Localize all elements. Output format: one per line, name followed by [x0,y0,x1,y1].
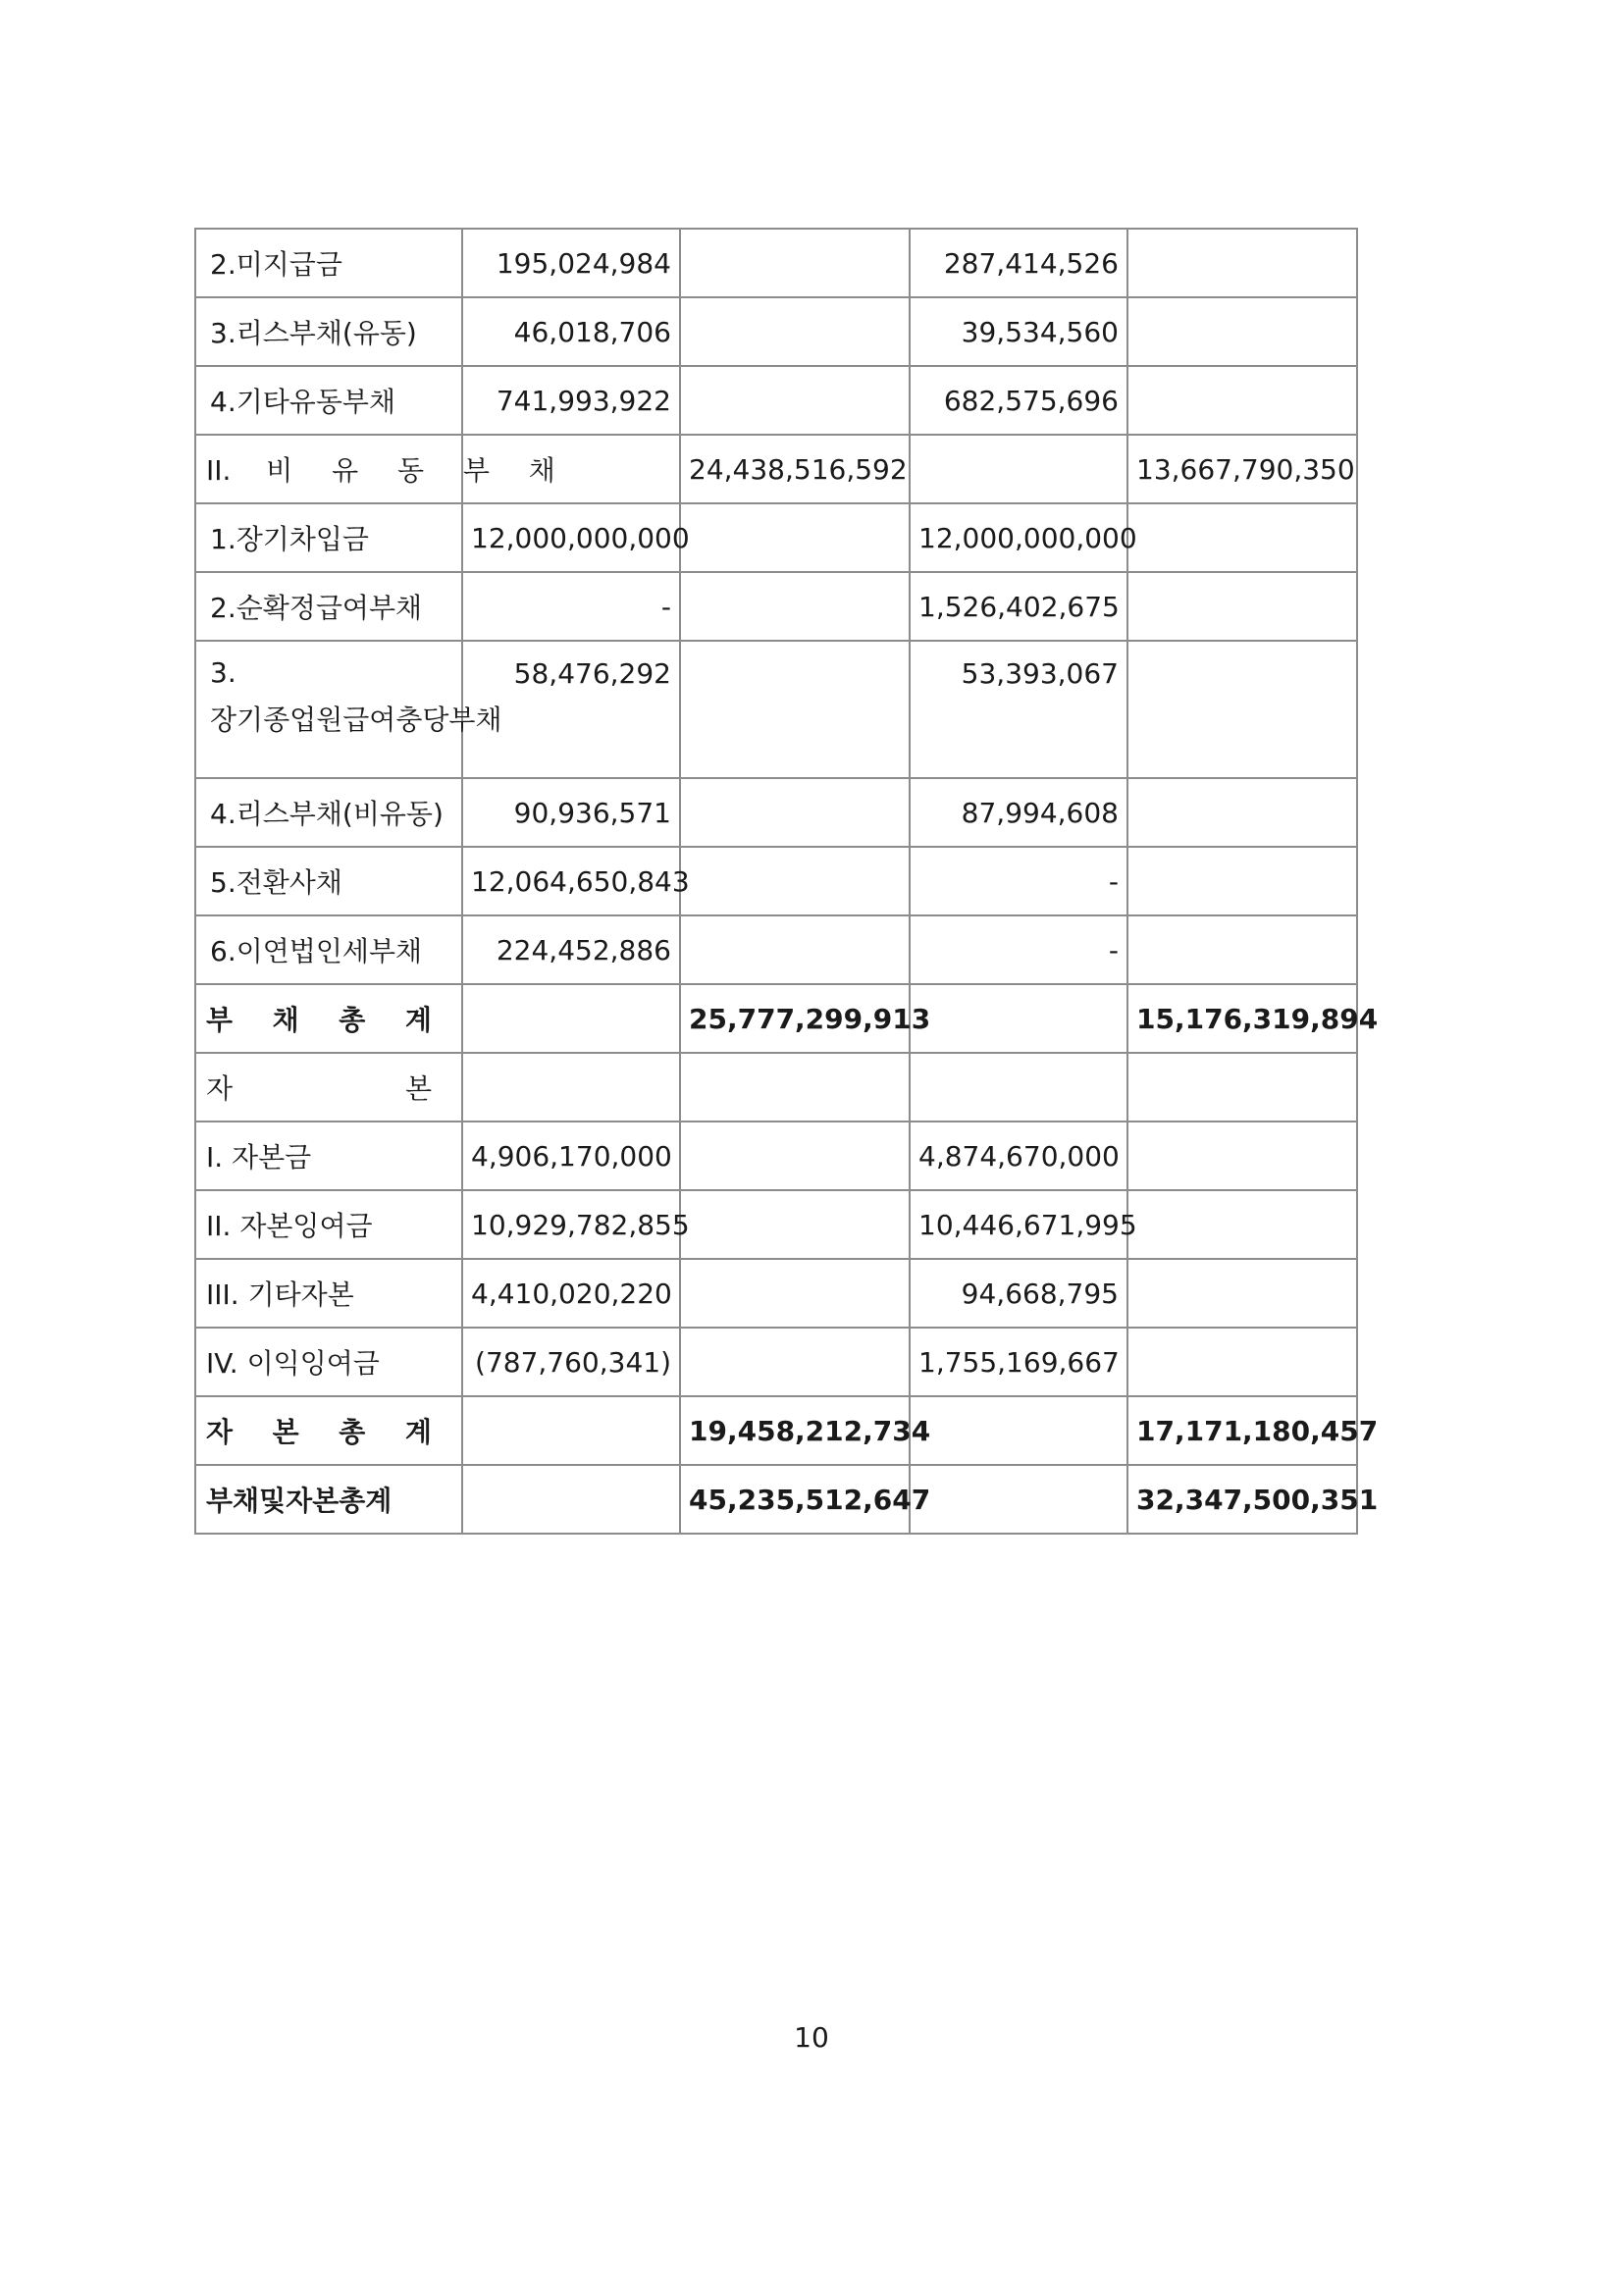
current-total-amount: 24,438,516,592 [680,435,910,503]
current-detail-amount: 195,024,984 [462,229,680,297]
current-total-amount: 19,458,212,734 [680,1396,910,1465]
prior-total-amount [1127,847,1357,915]
label-part: 채 [528,454,555,487]
table-row [195,1190,1357,1259]
current-detail-amount [462,1465,680,1534]
current-total-amount [680,1190,910,1259]
row-label: II. 자본잉여금 [195,1190,462,1259]
prior-total-amount: 17,171,180,457 [1127,1396,1357,1465]
prior-detail-amount: 1,755,169,667 [910,1328,1127,1396]
prior-detail-amount: 10,446,671,995 [910,1190,1127,1259]
row-label: 3.장기종업원급여충당부채 [195,641,462,778]
prior-detail-amount: 87,994,608 [910,778,1127,847]
prior-total-amount [1127,297,1357,366]
row-label: 5.전환사채 [195,847,462,915]
current-detail-amount: 10,929,782,855 [462,1190,680,1259]
prior-total-amount [1127,1190,1357,1259]
current-total-amount [680,503,910,572]
prior-total-amount: 15,176,319,894 [1127,984,1357,1053]
row-label: 2.미지급금 [195,229,462,297]
current-detail-amount: 741,993,922 [462,366,680,435]
current-detail-amount [462,1053,680,1122]
equity-section-label [195,1053,462,1122]
table-row-section [195,1053,1357,1122]
prior-detail-amount [910,435,1127,503]
table-row [195,915,1357,984]
label-part: 자 [206,1416,234,1448]
label-part: 본 [404,1072,432,1105]
label-part: 총 [339,1416,366,1448]
prior-detail-amount: - [910,847,1127,915]
current-total-amount [680,297,910,366]
current-total-amount [680,847,910,915]
prior-total-amount [1127,1328,1357,1396]
table-row [195,572,1357,641]
table-row [195,503,1357,572]
total-liabilities-and-equity-label: 부채및자본총계 [195,1465,462,1534]
label-part: 계 [404,1004,432,1036]
row-label: 2.순확정급여부채 [195,572,462,641]
label-part: II. [206,454,232,487]
total-equity-label [195,1396,462,1465]
row-label: 4.리스부채(비유동) [195,778,462,847]
current-total-amount: 25,777,299,913 [680,984,910,1053]
table-row [195,297,1357,366]
label-part: 동 [396,454,425,487]
table-row [195,1328,1357,1396]
prior-total-amount: 13,667,790,350 [1127,435,1357,503]
current-detail-amount: 12,000,000,000 [462,503,680,572]
prior-detail-amount: 4,874,670,000 [910,1122,1127,1190]
current-total-amount: 45,235,512,647 [680,1465,910,1534]
prior-detail-amount: 287,414,526 [910,229,1127,297]
prior-detail-amount [910,1465,1127,1534]
table-row-total [195,984,1357,1053]
table-row [195,366,1357,435]
prior-detail-amount [910,1396,1127,1465]
label-part: 총 [339,1004,366,1036]
current-detail-amount: 224,452,886 [462,915,680,984]
current-detail-amount: 46,018,706 [462,297,680,366]
table-row [195,229,1357,297]
balance-sheet-table [194,228,1379,1535]
current-detail-amount [462,1396,680,1465]
current-total-amount [680,229,910,297]
current-total-amount [680,366,910,435]
label-part: 본 [272,1416,299,1448]
row-label: 1.장기차입금 [195,503,462,572]
current-detail-amount: 4,906,170,000 [462,1122,680,1190]
current-detail-amount: 90,936,571 [462,778,680,847]
current-detail-amount: - [462,572,680,641]
prior-detail-amount: 53,393,067 [910,641,1127,778]
current-detail-amount: 12,064,650,843 [462,847,680,915]
prior-total-amount [1127,229,1357,297]
prior-total-amount [1127,1053,1357,1122]
row-label: 4.기타유동부채 [195,366,462,435]
current-detail-amount: 58,476,292 [462,641,680,778]
prior-total-amount [1127,641,1357,778]
section-label-noncurrent-liabilities [195,435,555,503]
prior-total-amount [1127,1122,1357,1190]
current-total-amount [680,915,910,984]
prior-total-amount [1127,915,1357,984]
label-part: 계 [404,1416,432,1448]
prior-total-amount [1127,572,1357,641]
label-part: 유 [332,454,359,487]
current-total-amount [680,1259,910,1328]
row-label: IV. 이익잉여금 [195,1328,462,1396]
current-total-amount [680,1122,910,1190]
current-total-amount [680,641,910,778]
prior-total-amount [1127,1259,1357,1328]
prior-detail-amount: 94,668,795 [910,1259,1127,1328]
prior-detail-amount: 1,526,402,675 [910,572,1127,641]
row-label: I. 자본금 [195,1122,462,1190]
current-detail-amount: (787,760,341) [462,1328,680,1396]
prior-total-amount [1127,366,1357,435]
total-liabilities-label [195,984,462,1053]
table-row [195,1259,1357,1328]
row-label: 3.리스부채(유동) [195,297,462,366]
prior-detail-amount [910,984,1127,1053]
current-total-amount [680,572,910,641]
label-part: 부 [206,1004,234,1036]
label-part: 비 [266,454,293,487]
table-row [195,641,1357,778]
row-label: 6.이연법인세부채 [195,915,462,984]
prior-detail-amount: 682,575,696 [910,366,1127,435]
prior-detail-amount: 39,534,560 [910,297,1127,366]
table-row [195,847,1357,915]
prior-total-amount [1127,503,1357,572]
table-row [195,435,1357,503]
label-part: 부 [462,454,490,487]
row-label: III. 기타자본 [195,1259,462,1328]
current-total-amount [680,778,910,847]
label-part: 채 [272,1004,299,1036]
prior-detail-amount: - [910,915,1127,984]
table-row-grand-total [195,1465,1357,1534]
prior-total-amount [1127,778,1357,847]
prior-detail-amount [910,1053,1127,1122]
prior-total-amount: 32,347,500,351 [1127,1465,1357,1534]
table-row [195,778,1357,847]
table-row [195,1122,1357,1190]
label-part: 자 [206,1072,234,1105]
table-row-total [195,1396,1357,1465]
current-detail-amount: 4,410,020,220 [462,1259,680,1328]
current-total-amount [680,1328,910,1396]
current-detail-amount [462,984,680,1053]
current-total-amount [680,1053,910,1122]
prior-detail-amount: 12,000,000,000 [910,503,1127,572]
page-number: 10 [794,2021,829,2054]
